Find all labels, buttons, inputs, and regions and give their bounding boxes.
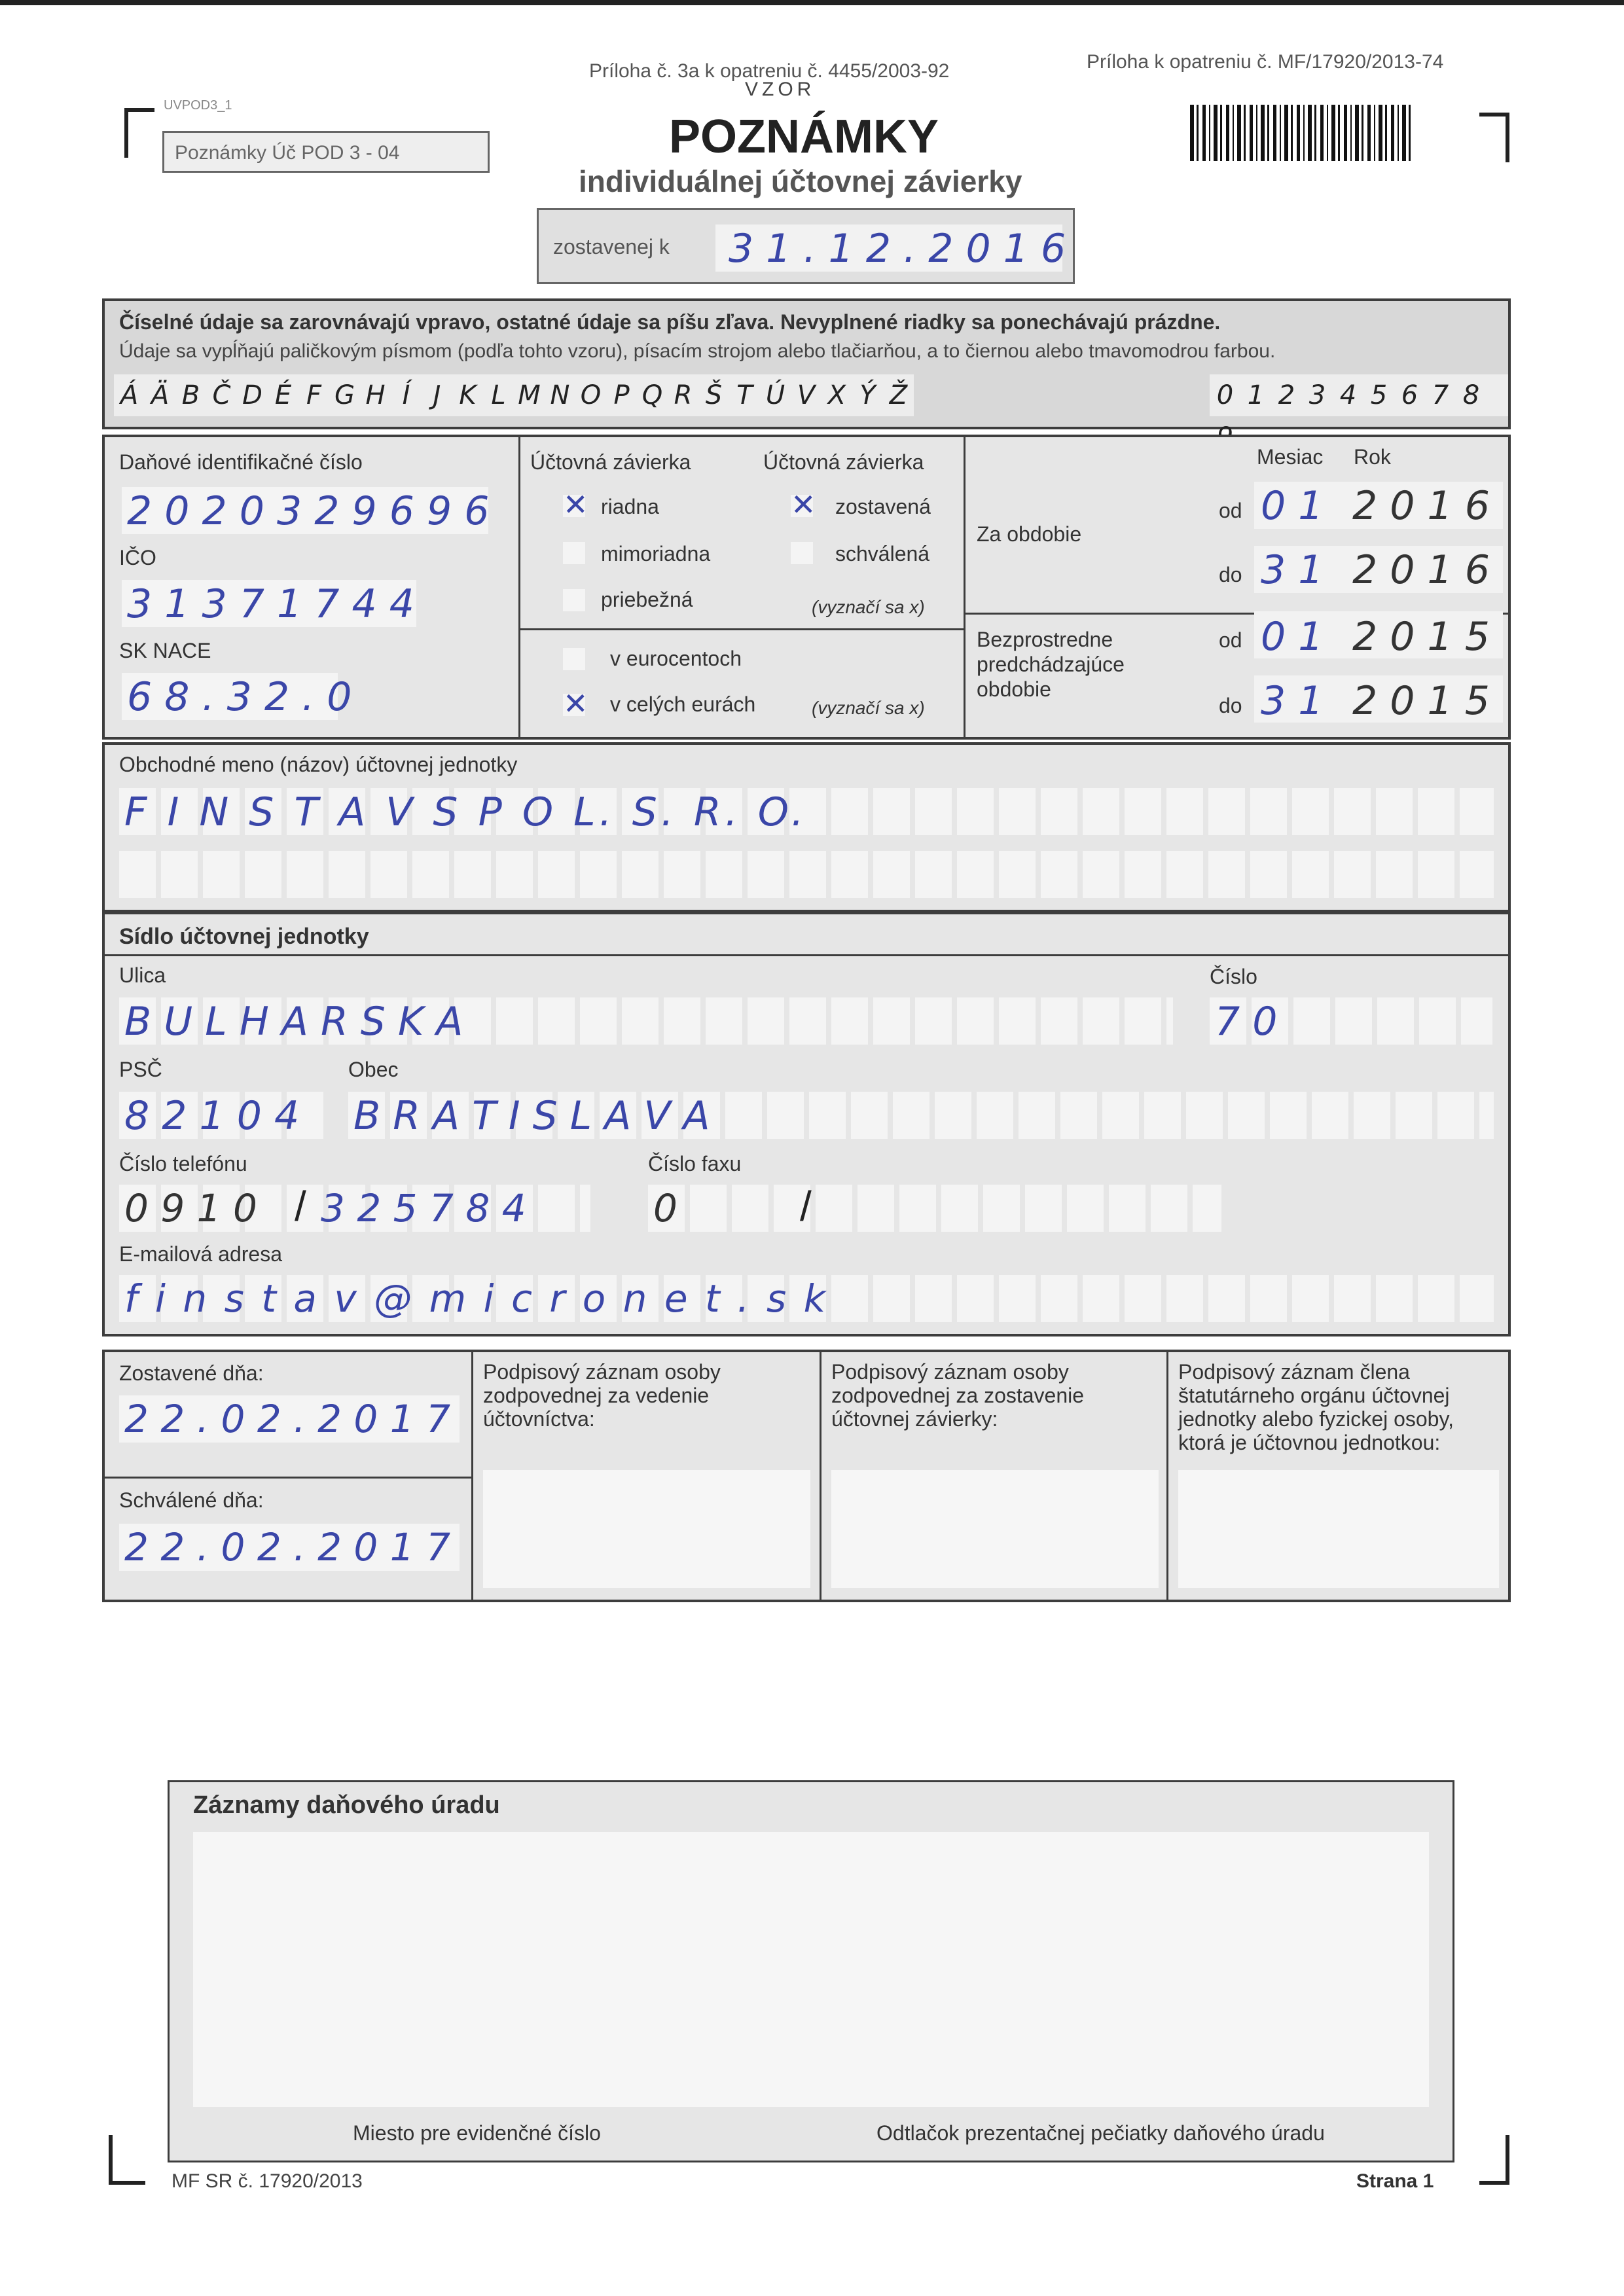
sample-letter: G	[334, 380, 355, 410]
divider	[1166, 1352, 1168, 1600]
nace-value[interactable]: 6 8 . 3 2 . 0	[127, 674, 352, 720]
form-code-box	[162, 131, 490, 173]
page-subtitle: individuálnej účtovnej závierky	[579, 164, 1022, 198]
cur-from-year[interactable]: 2 0 1 6	[1352, 483, 1490, 529]
sample-digit: 6	[1401, 380, 1418, 410]
sample-letter: T	[736, 380, 753, 410]
sample-letter: Ú	[765, 380, 785, 410]
fax-prefix[interactable]: 0	[653, 1186, 677, 1230]
corner-mark-bottom-left	[109, 2135, 145, 2185]
email-label: E-mailová adresa	[119, 1242, 282, 1266]
sample-letters	[114, 374, 914, 416]
checkbox-riadna[interactable]	[563, 487, 588, 522]
label-riadna: riadna	[601, 495, 659, 518]
sample-letter: Í	[402, 380, 410, 410]
evidence-label: Miesto pre evidenčné číslo	[353, 2121, 601, 2145]
label-eurocent: v eurocentoch	[610, 647, 742, 670]
sample-letter: O	[580, 380, 602, 410]
signature-section	[102, 1350, 1511, 1602]
compiled-date-value[interactable]: 3 1 . 1 2 . 2 0 1 6	[729, 226, 1066, 272]
sig3-label: Podpisový záznam člena štatutárneho orgánu účtovnej jednotky alebo fyzickej osoby, ktorá je účtovnou jednotkou:	[1178, 1360, 1454, 1454]
prev-to-year[interactable]: 2 0 1 5	[1352, 678, 1490, 724]
label-zostavena: zostavená	[835, 495, 931, 518]
checkbox-schvalena[interactable]	[791, 542, 813, 564]
psc-value[interactable]: 8 2 1 0 4	[124, 1093, 300, 1139]
checkbox-mimoriadna[interactable]	[563, 542, 585, 564]
check-mark: ✕	[563, 487, 588, 522]
label-mimoriadna: mimoriadna	[601, 542, 711, 565]
name-cells-row2	[119, 851, 1494, 898]
identification-section	[102, 435, 1511, 740]
entity-name-section	[102, 742, 1511, 914]
sample-digit: 8	[1462, 380, 1480, 410]
check-mark: ✕	[791, 487, 816, 522]
checkbox-eurocent[interactable]	[563, 648, 585, 670]
sample-digit: 2	[1278, 380, 1295, 410]
appendix-left: Príloha č. 3a k opatreniu č. 4455/2003-92	[589, 60, 950, 82]
scan-top-edge	[0, 0, 1624, 5]
sig2-area[interactable]	[831, 1470, 1159, 1588]
compiled-date-box	[537, 208, 1075, 284]
current-period-label: Za obdobie	[977, 522, 1082, 546]
year-label: Rok	[1354, 445, 1391, 469]
stamp-label: Odtlačok prezentačnej pečiatky daňového úradu	[876, 2121, 1325, 2145]
cur-to-year[interactable]: 2 0 1 6	[1352, 547, 1490, 593]
dic-label: Daňové identifikačné číslo	[119, 450, 363, 474]
sample-letter: Š	[705, 380, 723, 410]
divider	[518, 437, 520, 737]
entity-name-label: Obchodné meno (názov) účtovnej jednotky	[119, 753, 518, 776]
page-title: POZNÁMKY	[669, 111, 939, 163]
checkbox-whole-eur[interactable]	[563, 686, 588, 721]
cur-to-label: do	[1219, 563, 1242, 586]
dic-value[interactable]: 2 0 2 0 3 2 9 6 9 6	[127, 488, 490, 534]
footer-right: Strana 1	[1356, 2170, 1434, 2192]
cur-from-month[interactable]: 0 1	[1261, 483, 1324, 529]
ico-label: IČO	[119, 546, 156, 569]
nace-label: SK NACE	[119, 639, 211, 662]
phone-prefix[interactable]: 0 9 1 0	[124, 1186, 257, 1230]
cur-from-label: od	[1219, 499, 1242, 522]
sample-letter: Á	[120, 380, 139, 410]
statement-type-label: Účtovná závierka	[530, 450, 691, 474]
barcode	[1190, 105, 1413, 161]
sample-letter: B	[181, 380, 200, 410]
sample-digit: 4	[1339, 380, 1357, 410]
tax-office-title: Záznamy daňového úradu	[193, 1791, 500, 1819]
entity-name-value[interactable]: F I N S T A V S P O L. S. R. O.	[124, 789, 808, 835]
phone-label: Číslo telefónu	[119, 1152, 247, 1175]
number-label: Číslo	[1210, 965, 1257, 988]
sample-letter: É	[274, 380, 292, 410]
appendix-right: Príloha k opatreniu č. MF/17920/2013-74	[1087, 51, 1444, 73]
vzor-label: VZOR	[745, 79, 816, 100]
instructions-line2: Údaje sa vypĺňajú paličkovým písmom (podľa tohto vzoru), písacím strojom alebo tlačiarňou, a to čiernou alebo tmavomodrou farbou.	[119, 340, 1276, 362]
seat-label: Sídlo účtovnej jednotky	[119, 924, 369, 949]
previous-period-label: Bezprostredne predchádzajúce obdobie	[977, 628, 1125, 701]
sig3-area[interactable]	[1178, 1470, 1499, 1588]
check-mark: ✕	[563, 686, 588, 721]
instructions-box	[102, 298, 1511, 429]
sample-digit: 1	[1247, 380, 1265, 410]
divider	[820, 1352, 821, 1600]
prev-to-month[interactable]: 3 1	[1261, 678, 1324, 724]
compiled-on-value[interactable]: 2 2 . 0 2 . 2 0 1 7	[124, 1397, 451, 1441]
fax-label: Číslo faxu	[648, 1152, 742, 1175]
seat-section	[102, 910, 1511, 1336]
corner-mark-top-right	[1479, 113, 1509, 162]
checkbox-zostavena[interactable]	[791, 487, 816, 522]
divider	[105, 912, 1508, 914]
sample-letter: R	[674, 380, 693, 410]
form-code-text: Poznámky Úč POD 3 - 04	[175, 142, 400, 164]
sample-digits	[1210, 374, 1508, 416]
sig2-label: Podpisový záznam osoby zodpovednej za zostavenie účtovnej závierky:	[831, 1360, 1085, 1431]
mark-note-2: (vyznačí sa x)	[812, 698, 925, 718]
city-value[interactable]: B R A T I S L A V A	[353, 1093, 710, 1139]
sample-letter: H	[365, 380, 386, 410]
sample-letter: F	[306, 380, 321, 410]
corner-mark-top-left	[124, 108, 154, 158]
sample-letter: Č	[212, 380, 231, 410]
checkbox-priebezna[interactable]	[563, 589, 585, 611]
label-whole-eur: v celých eurách	[610, 692, 756, 716]
corner-mark-bottom-right	[1479, 2135, 1509, 2185]
street-label: Ulica	[119, 963, 166, 987]
form-code-small: UVPOD3_1	[164, 98, 232, 113]
phone-number[interactable]: 3 2 5 7 8 4	[321, 1186, 526, 1230]
divider	[471, 1352, 473, 1600]
sample-digit: 5	[1370, 380, 1388, 410]
compiled-on-label: Zostavené dňa:	[119, 1361, 264, 1385]
sig1-label: Podpisový záznam osoby zodpovednej za vedenie účtovníctva:	[483, 1360, 721, 1431]
divider	[105, 1477, 471, 1479]
sample-digit: 3	[1308, 380, 1326, 410]
sample-letter: J	[433, 380, 441, 410]
sample-letter: K	[459, 380, 477, 410]
divider	[964, 437, 965, 737]
sig1-area[interactable]	[483, 1470, 810, 1588]
sample-digit: 7	[1432, 380, 1449, 410]
statement-state-label: Účtovná závierka	[763, 450, 924, 474]
cur-to-month[interactable]: 3 1	[1261, 547, 1324, 593]
sample-letter: P	[613, 380, 630, 410]
sample-letter: N	[550, 380, 570, 410]
sample-letter: Ä	[151, 380, 170, 410]
label-priebezna: priebežná	[601, 588, 693, 611]
approved-on-label: Schválené dňa:	[119, 1488, 264, 1512]
sample-letter: L	[491, 380, 506, 410]
tax-office-section	[168, 1780, 1454, 2162]
footer-left: MF SR č. 17920/2013	[171, 2170, 363, 2192]
phone-slash: /	[295, 1183, 306, 1230]
month-label: Mesiac	[1257, 445, 1324, 469]
sample-letter: Ž	[889, 380, 908, 410]
instructions-line1: Číselné údaje sa zarovnávajú vpravo, ostatné údaje sa píšu zľava. Nevyplnené riadky sa ponechávajú prázdne.	[119, 310, 1221, 334]
sample-letter: X	[827, 380, 846, 410]
street-value[interactable]: B U L H A R S K A	[124, 999, 463, 1045]
fax-cells	[648, 1185, 1221, 1232]
sample-letter: Ý	[859, 380, 876, 410]
city-label: Obec	[348, 1058, 399, 1081]
compiled-date-label: zostavenej k	[553, 235, 670, 259]
sample-letter: M	[518, 380, 541, 410]
sample-letter: D	[242, 380, 262, 410]
approved-on-value[interactable]: 2 2 . 0 2 . 2 0 1 7	[124, 1525, 451, 1570]
divider	[518, 628, 965, 630]
divider	[105, 954, 1508, 956]
number-value[interactable]: 7 0	[1215, 999, 1278, 1045]
psc-label: PSČ	[119, 1058, 162, 1081]
sample-letter: V	[797, 380, 816, 410]
ico-value[interactable]: 3 1 3 7 1 7 4 4	[127, 581, 414, 627]
mark-note-1: (vyznačí sa x)	[812, 597, 925, 617]
prev-from-year[interactable]: 2 0 1 5	[1352, 614, 1490, 660]
prev-from-month[interactable]: 0 1	[1261, 614, 1324, 660]
prev-from-label: od	[1219, 628, 1242, 652]
sample-letter: Q	[641, 380, 663, 410]
prev-to-label: do	[1219, 694, 1242, 717]
sample-digit: 0	[1216, 380, 1234, 410]
tax-office-area[interactable]	[193, 1832, 1429, 2107]
email-value[interactable]: f i n s t a v @ m i c r o n e t . s k	[124, 1276, 829, 1321]
label-schvalena: schválená	[835, 542, 930, 565]
fax-slash: /	[800, 1183, 812, 1230]
